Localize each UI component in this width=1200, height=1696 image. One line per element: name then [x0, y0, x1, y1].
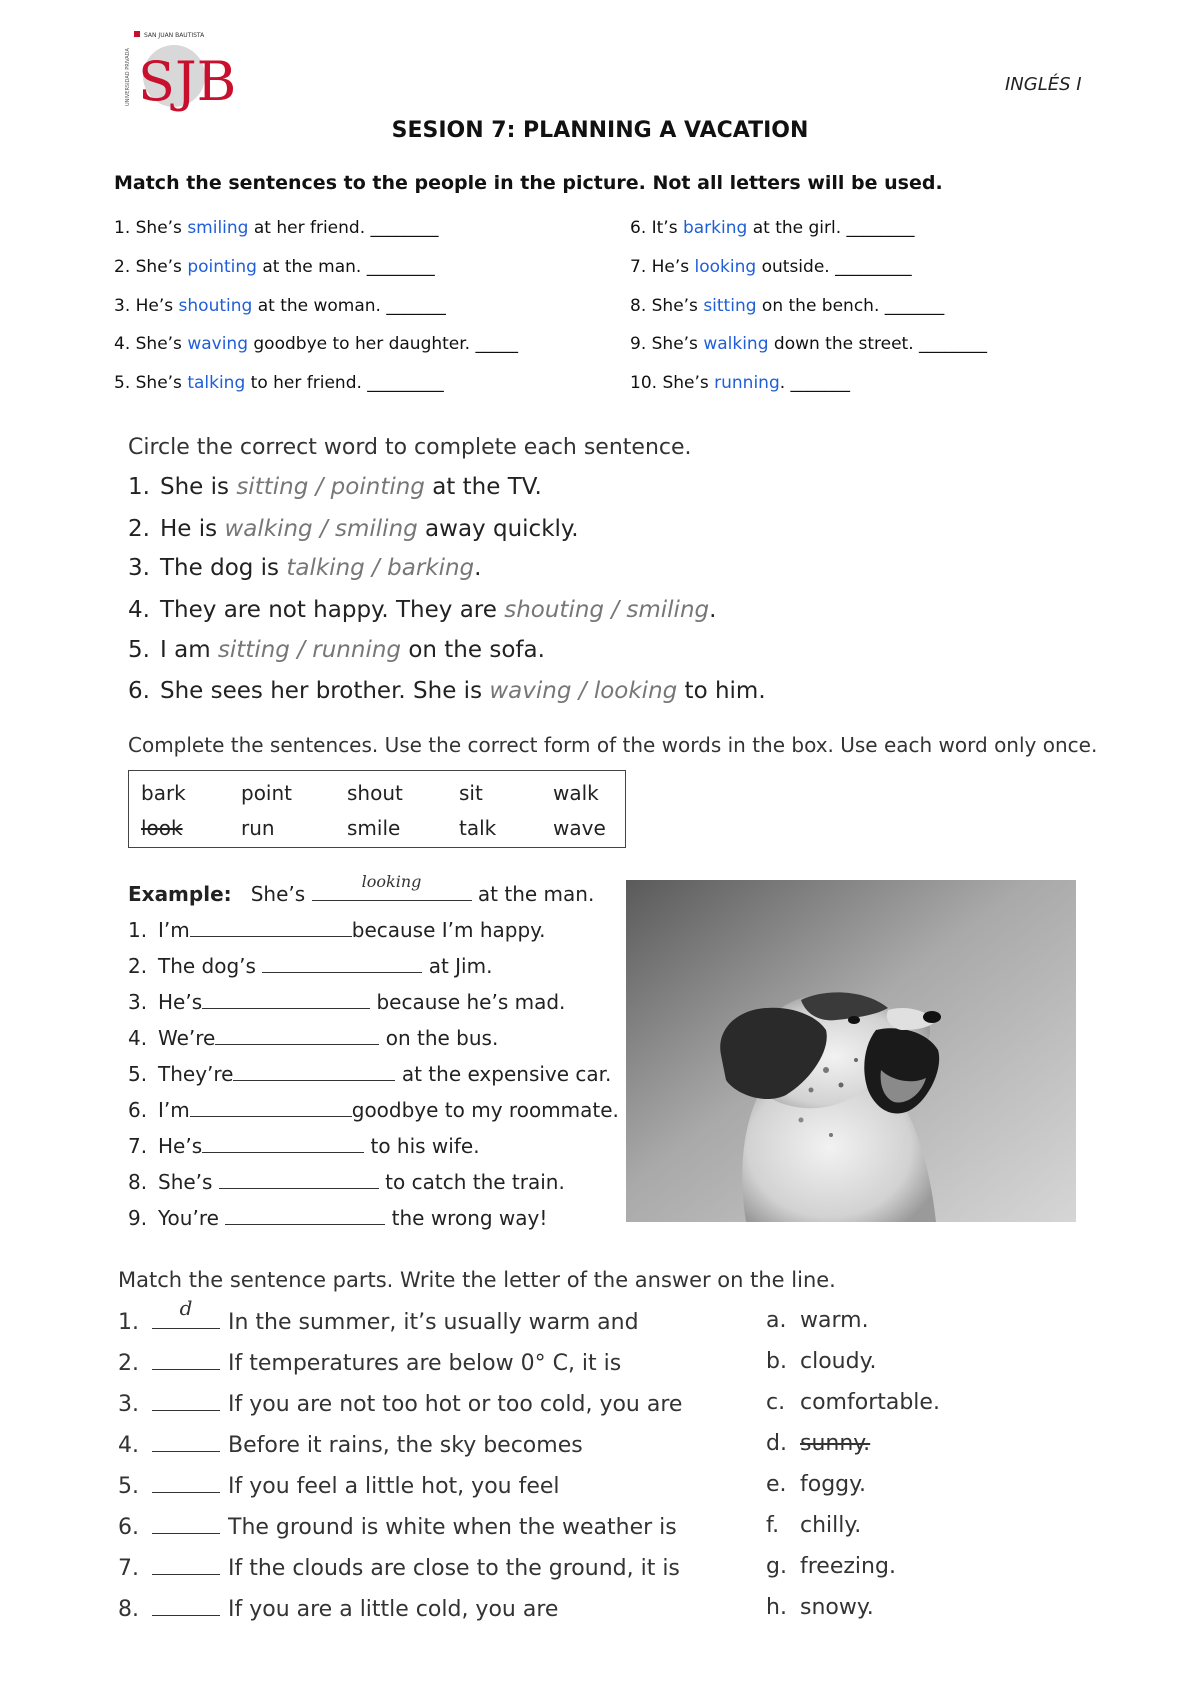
- match-sentence-3: 3. He’s shouting at the woman. _______: [114, 296, 446, 316]
- match-sentence-1: 1. She’s smiling at her friend. ________: [114, 218, 439, 238]
- answer-option-b: b. cloudy.: [766, 1349, 877, 1374]
- answer-line[interactable]: [152, 1472, 220, 1493]
- svg-text:UNIVERSIDAD PRIVADA: UNIVERSIDAD PRIVADA: [125, 48, 131, 106]
- complete-item-8: 8. She’s to catch the train.: [128, 1170, 565, 1194]
- sentence-part-6: 6. The ground is white when the weather is: [118, 1515, 677, 1540]
- complete-item-1: 1. I’m because I’m happy.: [128, 918, 546, 942]
- match-sentence-6: 6. It’s barking at the girl. ________: [630, 218, 915, 238]
- page-title: SESION 7: PLANNING A VACATION: [391, 118, 809, 143]
- answer-blank[interactable]: [219, 1168, 379, 1189]
- answer-option-a: a. warm.: [766, 1308, 869, 1333]
- match-sentence-8: 8. She’s sitting on the bench. _______: [630, 296, 945, 316]
- example-answer-line: looking: [312, 880, 472, 901]
- answer-line[interactable]: [152, 1595, 220, 1616]
- complete-item-9: 9. You’re the wrong way!: [128, 1206, 548, 1230]
- example-sentence: Example: She’s looking at the man.: [128, 872, 595, 906]
- circle-item-2: 2. He is walking / smiling away quickly.: [128, 516, 579, 542]
- word-box-item: sit: [459, 781, 483, 805]
- complete-item-4: 4. We’re on the bus.: [128, 1026, 499, 1050]
- answer-blank[interactable]: [190, 1096, 352, 1117]
- word-box-item: shout: [347, 781, 403, 805]
- answer-line[interactable]: d: [152, 1308, 220, 1329]
- section2-instruction: Circle the correct word to complete each sentence.: [128, 435, 692, 460]
- circle-item-5: 5. I am sitting / running on the sofa.: [128, 637, 545, 663]
- word-box-item-used: look: [141, 816, 183, 840]
- match-sentence-4: 4. She’s waving goodbye to her daughter. _____: [114, 334, 518, 354]
- match-sentence-9: 9. She’s walking down the street. ________: [630, 334, 988, 354]
- answer-option-e: e. foggy.: [766, 1472, 867, 1497]
- answer-line[interactable]: [152, 1554, 220, 1575]
- circle-item-6: 6. She sees her brother. She is waving / looking to him.: [128, 678, 766, 704]
- complete-item-6: 6. I’m goodbye to my roommate.: [128, 1098, 619, 1122]
- answer-option-d-used: d. sunny.: [766, 1431, 871, 1456]
- answer-blank[interactable]: [225, 1204, 385, 1225]
- sentence-part-1: 1. d In the summer, it’s usually warm and: [118, 1296, 639, 1335]
- answer-blank[interactable]: [215, 1024, 379, 1045]
- answer-option-f: f. chilly.: [766, 1513, 862, 1538]
- answer-line[interactable]: [152, 1431, 220, 1452]
- word-box-item: talk: [459, 816, 497, 840]
- sentence-part-8: 8. If you are a little cold, you are: [118, 1597, 559, 1622]
- word-box-item: bark: [141, 781, 186, 805]
- sentence-part-2: 2. If temperatures are below 0° C, it is: [118, 1351, 622, 1376]
- circle-item-4: 4. They are not happy. They are shouting / smiling.: [128, 597, 717, 623]
- answer-blank[interactable]: [202, 988, 370, 1009]
- match-sentence-2: 2. She’s pointing at the man. ________: [114, 257, 435, 277]
- match-sentence-5: 5. She’s talking to her friend. _________: [114, 373, 444, 393]
- word-box-item: run: [241, 816, 275, 840]
- answer-blank[interactable]: [233, 1060, 395, 1081]
- answer-line[interactable]: [152, 1390, 220, 1411]
- word-box-item: smile: [347, 816, 401, 840]
- answer-line[interactable]: [152, 1349, 220, 1370]
- complete-item-3: 3. He’s because he’s mad.: [128, 990, 566, 1014]
- sentence-part-7: 7. If the clouds are close to the ground, it is: [118, 1556, 680, 1581]
- circle-item-1: 1. She is sitting / pointing at the TV.: [128, 474, 542, 500]
- svg-text:SJB: SJB: [138, 50, 237, 113]
- section1-instruction: Match the sentences to the people in the picture. Not all letters will be used.: [114, 172, 943, 194]
- complete-item-5: 5. They’re at the expensive car.: [128, 1062, 612, 1086]
- sentence-part-4: 4. Before it rains, the sky becomes: [118, 1433, 583, 1458]
- university-logo: [122, 28, 237, 113]
- circle-item-3: 3. The dog is talking / barking.: [128, 555, 482, 581]
- sentence-part-3: 3. If you are not too hot or too cold, you are: [118, 1392, 683, 1417]
- word-box: [128, 770, 626, 848]
- answer-blank[interactable]: [190, 916, 352, 937]
- complete-item-7: 7. He’s to his wife.: [128, 1134, 480, 1158]
- sentence-part-5: 5. If you feel a little hot, you feel: [118, 1474, 560, 1499]
- answer-blank[interactable]: [202, 1132, 364, 1153]
- word-box-item: walk: [553, 781, 599, 805]
- section4-instruction: Match the sentence parts. Write the letter of the answer on the line.: [118, 1268, 836, 1292]
- answer-blank[interactable]: [262, 952, 422, 973]
- complete-item-2: 2. The dog’s at Jim.: [128, 954, 493, 978]
- answer-line[interactable]: [152, 1513, 220, 1534]
- svg-text:SAN JUAN BAUTISTA: SAN JUAN BAUTISTA: [144, 32, 205, 39]
- word-box-item: wave: [553, 816, 606, 840]
- answer-option-c: c. comfortable.: [766, 1390, 940, 1415]
- word-box-item: point: [241, 781, 293, 805]
- answer-option-h: h. snowy.: [766, 1595, 874, 1620]
- answer-option-g: g. freezing.: [766, 1554, 896, 1579]
- match-sentence-10: 10. She’s running. _______: [630, 373, 851, 393]
- barking-dog-photo: [626, 880, 1076, 1222]
- section3-instruction: Complete the sentences. Use the correct form of the words in the box. Use each word only once.: [128, 733, 1098, 757]
- match-sentence-7: 7. He’s looking outside. _________: [630, 257, 912, 277]
- course-label: INGLÉS I: [1005, 74, 1082, 95]
